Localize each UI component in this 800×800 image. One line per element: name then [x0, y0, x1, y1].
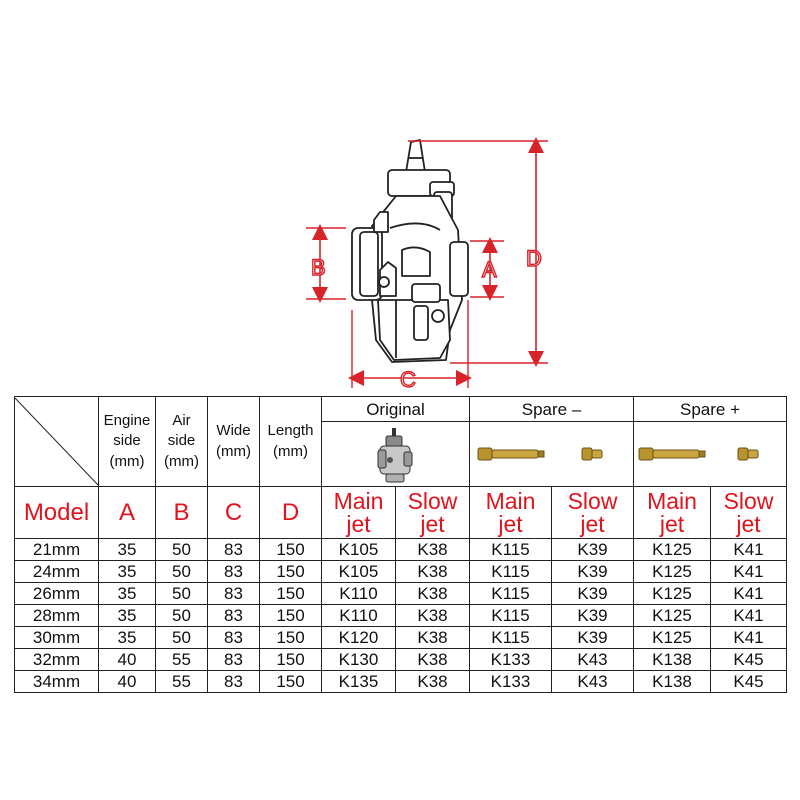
- cell-b: 50: [156, 605, 208, 627]
- cell-original-main: K130: [322, 649, 396, 671]
- label-spare-plus-main-jet: Main jet: [634, 487, 711, 539]
- table-row: [15, 627, 787, 649]
- label-original-slow-jet: Slow jet: [396, 487, 470, 539]
- header-spare-minus: Spare –: [470, 397, 634, 422]
- cell-original-main: K120: [322, 627, 396, 649]
- cell-model: 21mm: [15, 539, 99, 561]
- cell-spare-minus-main: K133: [470, 649, 552, 671]
- main-jet-icon: [476, 444, 546, 464]
- cell-original-slow: K38: [396, 561, 470, 583]
- label-c: C: [208, 487, 260, 539]
- dimension-c-label: C: [400, 367, 416, 392]
- cell-a: 35: [99, 627, 156, 649]
- label-spare-minus-slow-jet: Slow jet: [552, 487, 634, 539]
- label-spare-plus-slow-jet: Slow jet: [711, 487, 787, 539]
- cell-spare-minus-slow: K43: [552, 671, 634, 693]
- slow-jet-icon: [736, 444, 760, 464]
- cell-spare-minus-main: K115: [470, 583, 552, 605]
- cell-original-slow: K38: [396, 627, 470, 649]
- cell-original-main: K105: [322, 561, 396, 583]
- cell-original-slow: K38: [396, 671, 470, 693]
- label-spare-minus-main-jet: Main jet: [470, 487, 552, 539]
- cell-d: 150: [260, 627, 322, 649]
- cell-model: 32mm: [15, 649, 99, 671]
- cell-spare-plus-main: K138: [634, 671, 711, 693]
- cell-spare-plus-slow: K41: [711, 539, 787, 561]
- carburetor-diagram: [0, 0, 800, 395]
- header-wide: Wide (mm): [208, 397, 260, 487]
- dimension-b-label: B: [311, 255, 326, 280]
- header-air-side: Air side (mm): [156, 397, 208, 487]
- cell-d: 150: [260, 583, 322, 605]
- cell-spare-plus-slow: K41: [711, 583, 787, 605]
- cell-b: 50: [156, 583, 208, 605]
- label-b: B: [156, 487, 208, 539]
- cell-b: 50: [156, 539, 208, 561]
- cell-original-main: K105: [322, 539, 396, 561]
- dimension-d-label: D: [526, 246, 542, 271]
- label-model: Model: [15, 487, 99, 539]
- slow-jet-icon: [580, 444, 604, 464]
- cell-spare-minus-slow: K39: [552, 539, 634, 561]
- cell-spare-plus-slow: K41: [711, 605, 787, 627]
- spare-plus-image-cell: [634, 422, 787, 487]
- cell-original-slow: K38: [396, 583, 470, 605]
- carburetor-spec-table: [14, 396, 787, 693]
- cell-spare-plus-main: K138: [634, 649, 711, 671]
- original-image-cell: [322, 422, 470, 487]
- carburetor-icon: [352, 140, 468, 362]
- cell-spare-minus-main: K115: [470, 561, 552, 583]
- cell-original-slow: K38: [396, 605, 470, 627]
- cell-model: 26mm: [15, 583, 99, 605]
- cell-spare-plus-slow: K41: [711, 627, 787, 649]
- cell-spare-minus-main: K115: [470, 539, 552, 561]
- cell-spare-plus-main: K125: [634, 627, 711, 649]
- cell-model: 30mm: [15, 627, 99, 649]
- cell-spare-plus-slow: K41: [711, 561, 787, 583]
- table-row: [15, 539, 787, 561]
- cell-original-main: K135: [322, 671, 396, 693]
- cell-a: 40: [99, 671, 156, 693]
- label-d: D: [260, 487, 322, 539]
- cell-a: 35: [99, 583, 156, 605]
- cell-spare-minus-slow: K43: [552, 649, 634, 671]
- cell-a: 35: [99, 561, 156, 583]
- cell-c: 83: [208, 649, 260, 671]
- cell-d: 150: [260, 649, 322, 671]
- cell-original-slow: K38: [396, 539, 470, 561]
- cell-spare-plus-slow: K45: [711, 649, 787, 671]
- cell-c: 83: [208, 671, 260, 693]
- cell-b: 50: [156, 561, 208, 583]
- spare-minus-image-cell: [470, 422, 634, 487]
- dimension-a-label: A: [482, 257, 497, 282]
- cell-spare-plus-main: K125: [634, 539, 711, 561]
- table-row: [15, 671, 787, 693]
- cell-d: 150: [260, 671, 322, 693]
- carburetor-thumb-icon: [322, 424, 470, 484]
- cell-d: 150: [260, 561, 322, 583]
- cell-spare-minus-main: K115: [470, 627, 552, 649]
- table-row: [15, 583, 787, 605]
- cell-c: 83: [208, 539, 260, 561]
- corner-cell: [15, 397, 99, 487]
- cell-c: 83: [208, 583, 260, 605]
- cell-a: 35: [99, 539, 156, 561]
- label-original-main-jet: Main jet: [322, 487, 396, 539]
- cell-c: 83: [208, 605, 260, 627]
- cell-c: 83: [208, 561, 260, 583]
- cell-spare-minus-slow: K39: [552, 627, 634, 649]
- dimension-b: [306, 228, 346, 299]
- header-length: Length (mm): [260, 397, 322, 487]
- cell-b: 50: [156, 627, 208, 649]
- cell-b: 55: [156, 649, 208, 671]
- dimension-a: [470, 241, 504, 297]
- cell-c: 83: [208, 627, 260, 649]
- cell-original-slow: K38: [396, 649, 470, 671]
- table-row: [15, 561, 787, 583]
- cell-spare-minus-slow: K39: [552, 583, 634, 605]
- cell-spare-plus-slow: K45: [711, 671, 787, 693]
- cell-original-main: K110: [322, 583, 396, 605]
- cell-spare-minus-slow: K39: [552, 561, 634, 583]
- cell-spare-plus-main: K125: [634, 605, 711, 627]
- cell-b: 55: [156, 671, 208, 693]
- cell-spare-minus-slow: K39: [552, 605, 634, 627]
- header-original: Original: [322, 397, 470, 422]
- cell-a: 35: [99, 605, 156, 627]
- cell-model: 24mm: [15, 561, 99, 583]
- cell-spare-minus-main: K115: [470, 605, 552, 627]
- table-row: [15, 605, 787, 627]
- header-engine-side: Engine side (mm): [99, 397, 156, 487]
- header-spare-plus: Spare +: [634, 397, 787, 422]
- cell-spare-plus-main: K125: [634, 583, 711, 605]
- label-a: A: [99, 487, 156, 539]
- cell-spare-minus-main: K133: [470, 671, 552, 693]
- cell-original-main: K110: [322, 605, 396, 627]
- table-row: [15, 649, 787, 671]
- cell-model: 28mm: [15, 605, 99, 627]
- cell-model: 34mm: [15, 671, 99, 693]
- cell-d: 150: [260, 605, 322, 627]
- cell-spare-plus-main: K125: [634, 561, 711, 583]
- main-jet-icon: [637, 444, 707, 464]
- cell-d: 150: [260, 539, 322, 561]
- cell-a: 40: [99, 649, 156, 671]
